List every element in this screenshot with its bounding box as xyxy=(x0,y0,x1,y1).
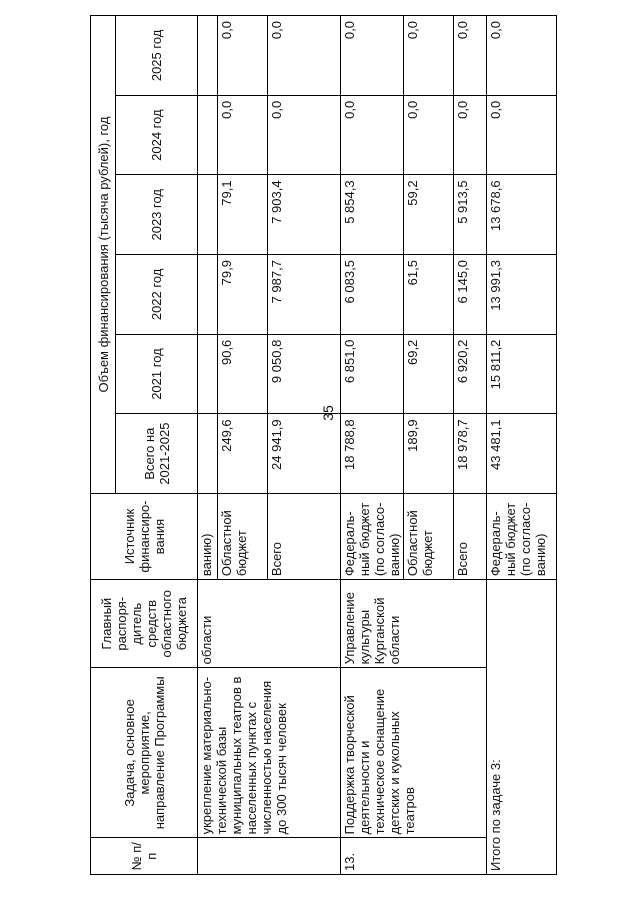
cell-2023: 79,1 xyxy=(218,175,268,255)
cell-2022: 6 083,5 xyxy=(341,255,404,335)
cell-2021: 6 920,2 xyxy=(454,334,487,414)
cell-2025: 0,0 xyxy=(454,16,487,96)
cell-source: ванию) xyxy=(198,493,218,579)
cell-2024: 0,0 xyxy=(404,95,454,175)
cell-2025: 0,0 xyxy=(268,16,341,96)
cell-source: Областной бюджет xyxy=(218,493,268,579)
cell-2025: 0,0 xyxy=(404,16,454,96)
cell-2022: 13 991,3 xyxy=(487,255,557,335)
cell-2021: 69,2 xyxy=(404,334,454,414)
header-task: Задача, основное мероприятие, направление Программы xyxy=(91,668,198,838)
cell-total-label: Итого по задаче 3: xyxy=(487,580,557,875)
cell-admin: Управление культуры Курганской области xyxy=(341,580,487,668)
cell-2024: 0,0 xyxy=(341,95,404,175)
cell-2024: 0,0 xyxy=(268,95,341,175)
table-row xyxy=(198,16,218,875)
cell-2022: 79,9 xyxy=(218,255,268,335)
cell-2022: 61,5 xyxy=(404,255,454,335)
cell-total: 189,9 xyxy=(404,414,454,494)
rotated-table-container xyxy=(90,15,555,875)
financing-table xyxy=(90,15,557,875)
cell-2023: 59,2 xyxy=(404,175,454,255)
cell-source: Федераль-ный бюджет (по согласо-ванию) xyxy=(487,493,557,579)
page-number: 35 xyxy=(320,405,336,421)
cell-source: Всего xyxy=(268,493,341,579)
header-total: Всего на 2021-2025 xyxy=(116,414,198,494)
cell-2021: 90,6 xyxy=(218,334,268,414)
cell-2025: 0,0 xyxy=(218,16,268,96)
header-no: № п/п xyxy=(91,838,198,875)
cell-2021: 15 811,2 xyxy=(487,334,557,414)
cell-no: 13. xyxy=(341,838,487,875)
header-year-2021: 2021 год xyxy=(116,334,198,414)
cell-total: 18 788,8 xyxy=(341,414,404,494)
cell-source: Федераль-ный бюджет (по согласо-ванию) xyxy=(341,493,404,579)
cell-source: Областной бюджет xyxy=(404,493,454,579)
cell-2024: 0,0 xyxy=(454,95,487,175)
cell-2025: 0,0 xyxy=(341,16,404,96)
table-row xyxy=(341,16,404,875)
cell-2021: 6 851,0 xyxy=(341,334,404,414)
header-row-1 xyxy=(91,16,116,875)
header-year-2025: 2025 год xyxy=(116,16,198,96)
table-row-total xyxy=(487,16,557,875)
cell-total: 24 941,9 xyxy=(268,414,341,494)
header-admin: Главный распоря-дитель средств областного бюджета xyxy=(91,580,198,668)
cell-2023: 5 854,3 xyxy=(341,175,404,255)
cell-2023: 7 903,4 xyxy=(268,175,341,255)
cell-empty xyxy=(198,95,218,175)
cell-task: Поддержка творческой деятельности и техническое оснащение детских и кукольных театров xyxy=(341,668,487,838)
cell-empty xyxy=(198,414,218,494)
cell-total: 249,6 xyxy=(218,414,268,494)
cell-total: 43 481,1 xyxy=(487,414,557,494)
header-volume: Объем финансирования (тысяча рублей), год xyxy=(91,16,116,494)
cell-task: укрепление материально-технической базы муниципальных театров в населенных пунктах с численностью населения до 300 тысяч человек xyxy=(198,668,341,838)
cell-2025: 0,0 xyxy=(487,16,557,96)
cell-2022: 7 987,7 xyxy=(268,255,341,335)
cell-2024: 0,0 xyxy=(218,95,268,175)
cell-2024: 0,0 xyxy=(487,95,557,175)
cell-empty xyxy=(198,334,218,414)
header-year-2023: 2023 год xyxy=(116,175,198,255)
cell-empty xyxy=(198,255,218,335)
cell-empty xyxy=(198,16,218,96)
cell-empty xyxy=(198,175,218,255)
cell-no xyxy=(198,838,341,875)
header-year-2022: 2022 год xyxy=(116,255,198,335)
header-source: Источник финансиро-вания xyxy=(91,493,198,579)
cell-total: 18 978,7 xyxy=(454,414,487,494)
cell-source: Всего xyxy=(454,493,487,579)
cell-admin: области xyxy=(198,580,341,668)
cell-2023: 5 913,5 xyxy=(454,175,487,255)
cell-2022: 6 145,0 xyxy=(454,255,487,335)
header-year-2024: 2024 год xyxy=(116,95,198,175)
cell-2023: 13 678,6 xyxy=(487,175,557,255)
cell-2021: 9 050,8 xyxy=(268,334,341,414)
